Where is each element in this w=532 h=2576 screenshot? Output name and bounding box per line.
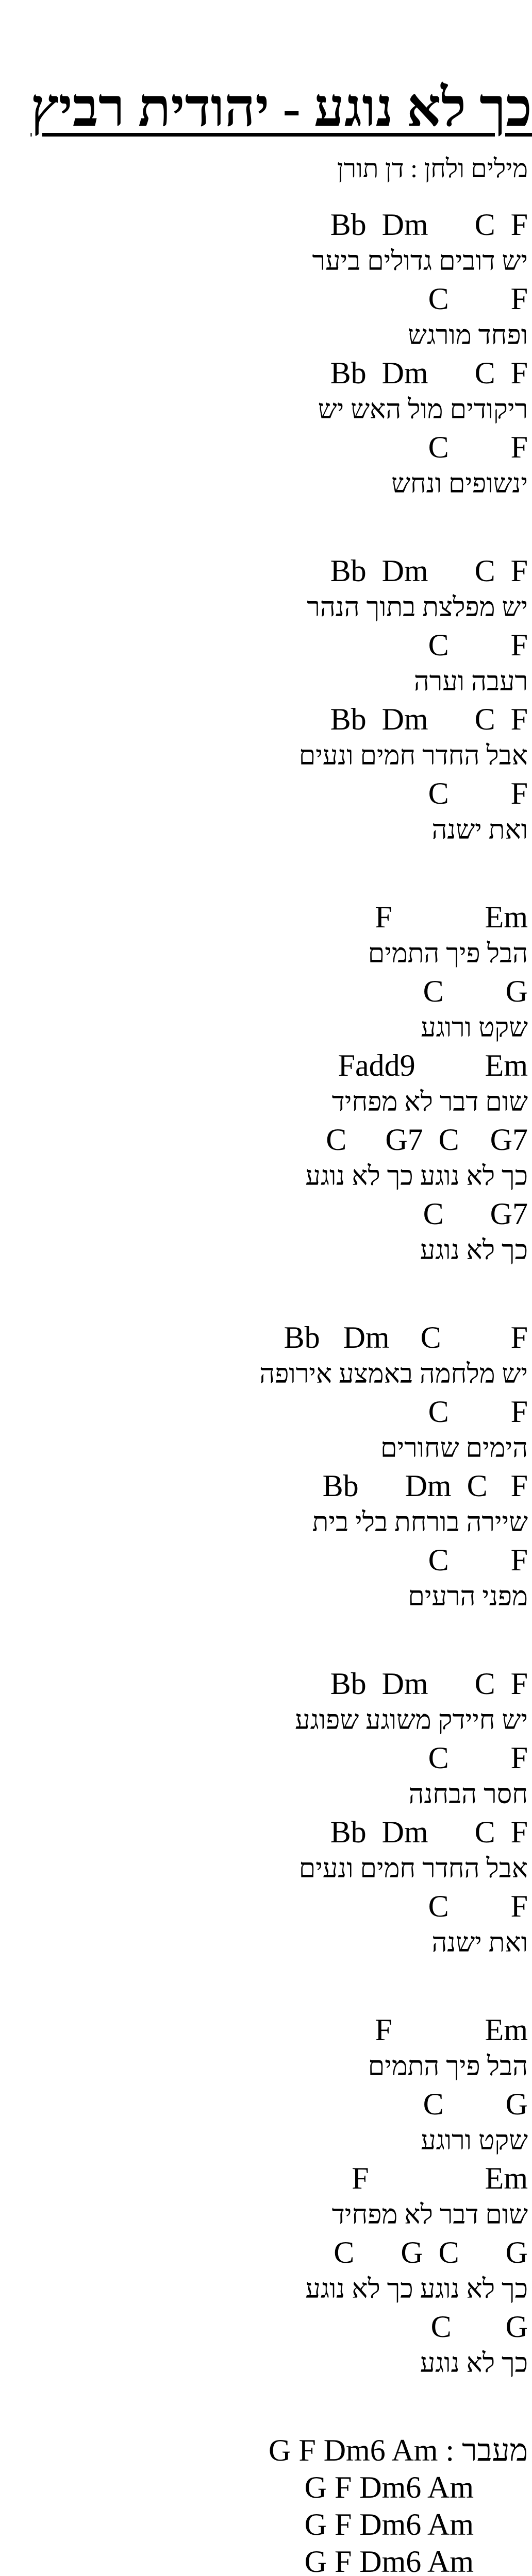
song-body	[0, 206, 528, 2576]
chord-line: Bb Dm C F	[322, 1469, 528, 1503]
lyric-line: שקט ורוגע	[421, 2126, 528, 2156]
lyric-line: מפני הרעים	[408, 1582, 528, 1612]
chord-line: C F	[428, 1741, 528, 1775]
chord-line: Bb Dm C F	[330, 208, 528, 242]
chord-line: G F Dm6 Am	[304, 2470, 528, 2504]
lyric-line: כך לא נוגע כך לא נוגע	[305, 1162, 528, 1191]
chord-line: Bb Dm C F	[284, 1320, 528, 1354]
chord-line: C F	[428, 282, 528, 316]
lyric-line: שיירה בורחת בלי בית	[312, 1508, 528, 1537]
stanza	[0, 1319, 528, 1616]
lyric-line: הימים שחורים	[380, 1434, 528, 1463]
lyric-line: חסר הבחנה	[408, 1780, 528, 1809]
chord-line: G F Dm6 Am	[304, 2545, 528, 2576]
chord-line: G F Dm6 Am : מעבר	[269, 2433, 528, 2467]
stanza-spacer	[0, 2382, 528, 2432]
stanza-spacer	[0, 503, 528, 552]
lyric-line: ואת ישנה	[431, 1928, 528, 1958]
stanza	[0, 899, 528, 1269]
chord-line: G F Dm6 Am	[304, 2507, 528, 2541]
chord-line: C G7	[423, 1197, 528, 1231]
song-credits: מילים ולחן : דן תורן	[337, 154, 528, 183]
stanza-spacer	[0, 1962, 528, 2011]
lyric-line: ינשופים ונחש	[391, 469, 528, 499]
stanza	[0, 2011, 528, 2382]
chord-line: C F	[428, 430, 528, 464]
chord-line: C F	[428, 1395, 528, 1429]
chord-line: C F	[428, 1543, 528, 1577]
lyric-line: הבל פיך התמים	[368, 939, 528, 969]
chord-line: Bb Dm C F	[330, 1815, 528, 1849]
chord-line: Bb Dm C F	[330, 554, 528, 588]
lyric-line: אבל החדר חמים ונעים	[298, 1854, 528, 1884]
chord-line: C G	[430, 2310, 528, 2344]
chord-line: Bb Dm C F	[330, 702, 528, 736]
lyric-line: ריקודים מול האש יש	[318, 395, 528, 425]
chord-line: C F	[428, 628, 528, 662]
lyric-line: שום דבר לא מפחיד	[331, 2200, 528, 2230]
lyric-line: רעבה וערה	[413, 667, 528, 697]
title-block	[0, 77, 532, 139]
chord-line: F Em	[375, 900, 528, 934]
chord-line: C G	[423, 2087, 528, 2121]
chord-line: C F	[428, 776, 528, 810]
stanza	[0, 1665, 528, 1962]
chord-line: C G C G	[334, 2235, 528, 2269]
stanza-spacer	[0, 1616, 528, 1665]
lyric-line: כך לא נוגע	[420, 1236, 528, 1265]
chord-line: C F	[428, 1889, 528, 1923]
stanza	[0, 206, 528, 503]
lyric-line: כך לא נוגע	[420, 2349, 528, 2378]
stanza-spacer	[0, 849, 528, 899]
lyric-line: יש מפלצת בתוך הנהר	[307, 593, 528, 622]
chord-line: Bb Dm C F	[330, 356, 528, 390]
song-title: כך לא נוגע - יהודית רביץ	[30, 78, 532, 138]
lyric-line: יש חיידק משוגע שפוגע	[295, 1706, 528, 1735]
chord-line: Fadd9 Em	[338, 1048, 528, 1082]
chord-line: C G	[423, 974, 528, 1008]
chord-line: Bb Dm C F	[330, 1667, 528, 1701]
chord-line: F Em	[375, 2013, 528, 2047]
lyric-line: שקט ורוגע	[421, 1013, 528, 1043]
chord-line: C G7 C G7	[326, 1123, 528, 1157]
lyric-line: יש דובים גדולים ביער	[312, 247, 528, 276]
chord-line: F Em	[352, 2161, 528, 2195]
lyric-line: כך לא נוגע כך לא נוגע	[305, 2275, 528, 2304]
lyric-line: הבל פיך התמים	[368, 2052, 528, 2081]
lyric-line: שום דבר לא מפחיד	[331, 1088, 528, 1117]
lyric-line: יש מלחמה באמצע אירופה	[259, 1360, 528, 1389]
stanza-spacer	[0, 1269, 528, 1319]
lyric-line: אבל החדר חמים ונעים	[298, 741, 528, 771]
stanza	[0, 2432, 528, 2576]
stanza	[0, 552, 528, 849]
lyric-line: ופחד מורגש	[408, 321, 528, 350]
lyric-line: ואת ישנה	[431, 816, 528, 845]
